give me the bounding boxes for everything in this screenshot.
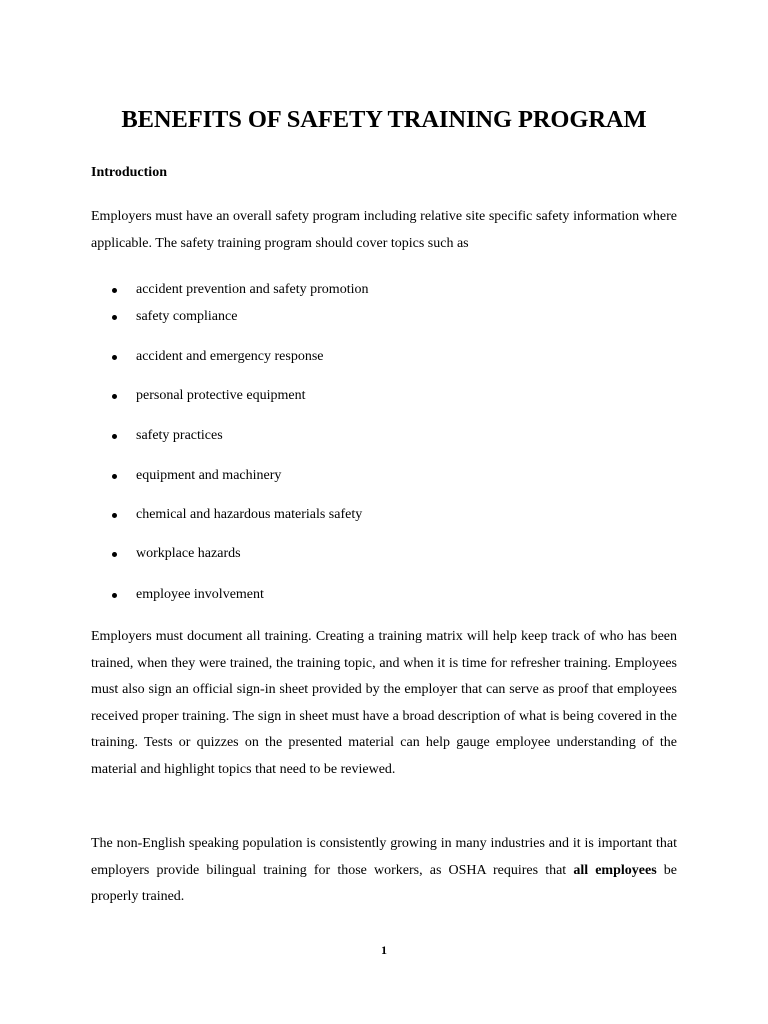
list-item-text: safety compliance bbox=[136, 309, 238, 324]
list-item-text: accident prevention and safety promotion bbox=[136, 282, 369, 297]
bilingual-text-after: be properly trained. bbox=[91, 862, 677, 904]
bilingual-text-before: The non-English speaking population is consistently growing in many industries and it is important that employers provide bilingual training for those workers, as OSHA requires that bbox=[91, 836, 677, 878]
bullet-icon bbox=[112, 288, 117, 293]
intro-paragraph: Employers must have an overall safety program including relative site specific safety information where applicable. The safety training program should cover topics such as bbox=[91, 209, 677, 251]
list-item-text: equipment and machinery bbox=[136, 468, 282, 483]
bullet-icon bbox=[112, 315, 117, 320]
bullet-icon bbox=[112, 474, 117, 479]
list-item-text: safety practices bbox=[136, 428, 223, 443]
list-item-text: chemical and hazardous materials safety bbox=[136, 507, 363, 522]
documentation-paragraph: Employers must document all training. Creating a training matrix will help keep track of who has been trained, when they were trained, the training topic, and when it is time for refresher training. Employees must also sign an official sign-in sheet provided by the employer that can serve as proof that employees received proper training. The sign in sheet must have a broad description of what is being covered in the training. Tests or quizzes on the presented material can help gauge employee understanding of the material and highlight topics that need to be reviewed. bbox=[91, 629, 677, 777]
section-heading-introduction: Introduction bbox=[91, 165, 167, 180]
bilingual-paragraph bbox=[91, 831, 677, 911]
bullet-icon bbox=[112, 394, 117, 399]
bullet-icon bbox=[112, 513, 117, 518]
bullet-icon bbox=[112, 552, 117, 557]
bullet-icon bbox=[112, 434, 117, 439]
list-item-text: employee involvement bbox=[136, 587, 264, 602]
document-title: BENEFITS OF SAFETY TRAINING PROGRAM bbox=[121, 106, 647, 133]
bullet-icon bbox=[112, 593, 117, 598]
bullet-icon bbox=[112, 355, 117, 360]
list-item-text: personal protective equipment bbox=[136, 388, 306, 403]
bilingual-text-emphasis: all employees bbox=[573, 862, 657, 878]
page-number: 1 bbox=[381, 943, 387, 957]
list-item-text: workplace hazards bbox=[136, 546, 241, 561]
list-item-text: accident and emergency response bbox=[136, 349, 324, 364]
